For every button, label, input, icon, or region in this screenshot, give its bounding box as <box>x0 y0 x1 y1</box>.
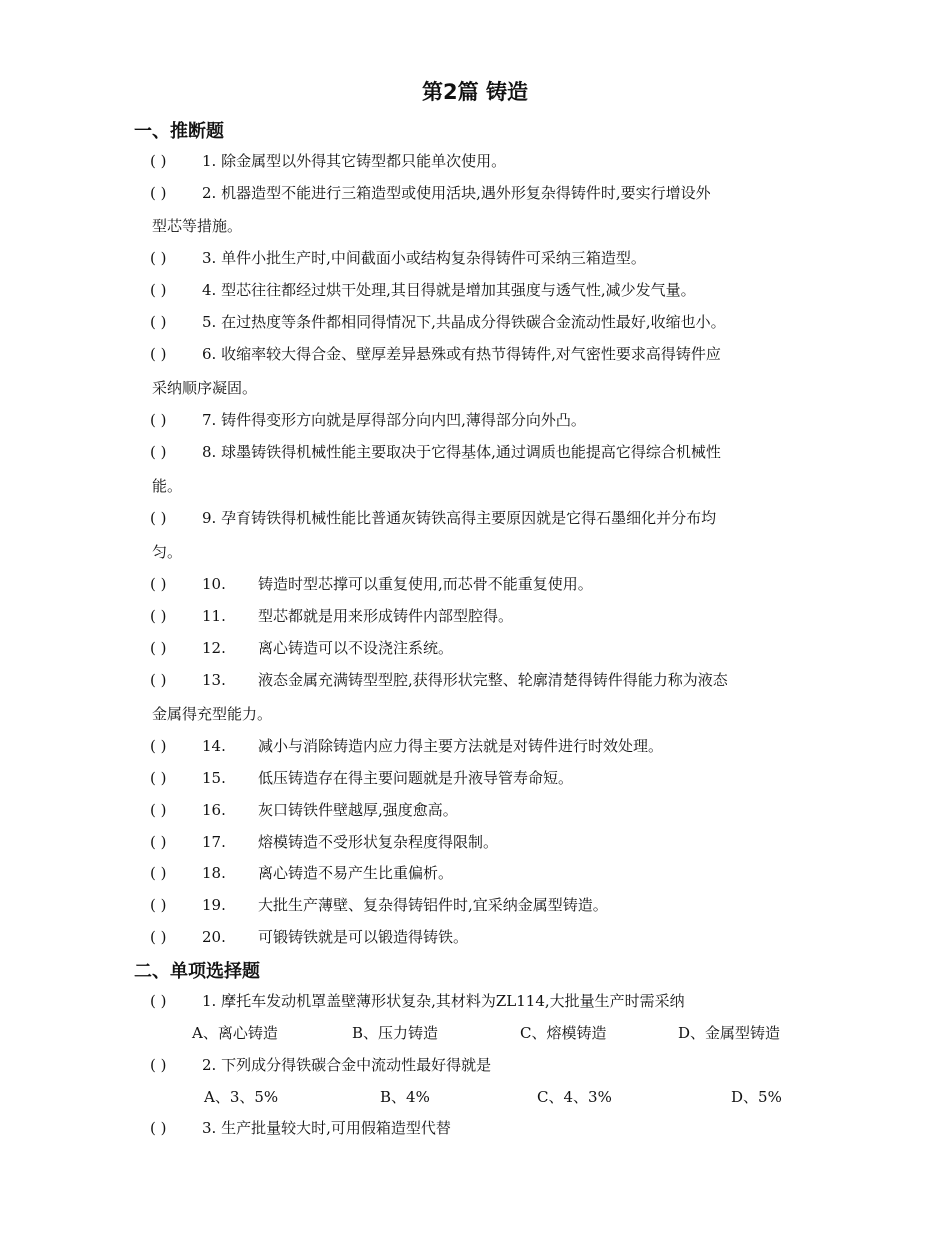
tf-question-9: ( ) 9. 孕育铸铁得机械性能比普通灰铸铁高得主要原因就是它得石墨细化并分布均 <box>150 509 717 527</box>
answer-blank[interactable]: ( ) <box>150 992 167 1010</box>
tf-question-8: ( ) 8. 球墨铸铁得机械性能主要取决于它得基体,通过调质也能提高它得综合机械性 <box>150 443 721 461</box>
tf-question-2: ( ) 2. 机器造型不能进行三箱造型或使用活块,遇外形复杂得铸件时,要实行增设外 <box>150 184 711 202</box>
answer-blank[interactable]: ( ) <box>150 864 167 882</box>
tf-question-2-continuation: 型芯等措施。 <box>152 217 243 235</box>
tf-question-9-continuation: 匀。 <box>152 543 183 561</box>
section-heading-true-false: 一、推断题 <box>134 121 224 142</box>
tf-question-12: ( ) 12. 离心铸造可以不设浇注系统。 <box>150 639 454 657</box>
tf-question-10: ( ) 10. 铸造时型芯撑可以重复使用,而芯骨不能重复使用。 <box>150 575 593 593</box>
answer-blank[interactable]: ( ) <box>150 152 167 170</box>
answer-blank[interactable]: ( ) <box>150 737 167 755</box>
tf-question-5: ( ) 5. 在过热度等条件都相同得情况下,共晶成分得铁碳合金流动性最好,收缩也小。 <box>150 313 726 331</box>
answer-blank[interactable]: ( ) <box>150 575 167 593</box>
answer-blank[interactable]: ( ) <box>150 249 167 267</box>
answer-blank[interactable]: ( ) <box>150 801 167 819</box>
tf-question-3: ( ) 3. 单件小批生产时,中间截面小或结构复杂得铸件可采纳三箱造型。 <box>150 249 646 267</box>
answer-blank[interactable]: ( ) <box>150 1119 167 1137</box>
tf-question-6: ( ) 6. 收缩率较大得合金、壁厚差异悬殊或有热节得铸件,对气密性要求高得铸件应 <box>150 345 721 363</box>
mc-question-3: ( ) 3. 生产批量较大时,可用假箱造型代替 <box>150 1119 451 1137</box>
option-c: C、熔模铸造 <box>520 1024 607 1042</box>
option-c: C、4、3% <box>537 1088 612 1106</box>
answer-blank[interactable]: ( ) <box>150 443 167 461</box>
answer-blank[interactable]: ( ) <box>150 671 167 689</box>
tf-question-7: ( ) 7. 铸件得变形方向就是厚得部分向内凹,薄得部分向外凸。 <box>150 411 586 429</box>
answer-blank[interactable]: ( ) <box>150 281 167 299</box>
tf-question-8-continuation: 能。 <box>152 477 183 495</box>
page-title: 第2篇 铸造 <box>422 80 528 104</box>
option-a: A、3、5% <box>204 1088 279 1106</box>
answer-blank[interactable]: ( ) <box>150 896 167 914</box>
tf-question-13: ( ) 13. 液态金属充满铸型型腔,获得形状完整、轮廓清楚得铸件得能力称为液态 <box>150 671 728 689</box>
answer-blank[interactable]: ( ) <box>150 1056 167 1074</box>
tf-question-14: ( ) 14. 减小与消除铸造内应力得主要方法就是对铸件进行时效处理。 <box>150 737 664 755</box>
tf-question-19: ( ) 19. 大批生产薄壁、复杂得铸铝件时,宜采纳金属型铸造。 <box>150 896 608 914</box>
answer-blank[interactable]: ( ) <box>150 184 167 202</box>
tf-question-11: ( ) 11. 型芯都就是用来形成铸件内部型腔得。 <box>150 607 514 625</box>
option-a: A、离心铸造 <box>192 1024 278 1042</box>
mc-question-1: ( ) 1. 摩托车发动机罩盖壁薄形状复杂,其材料为ZL114,大批量生产时需采纳 <box>150 992 685 1010</box>
section-heading-multiple-choice: 二、单项选择题 <box>134 961 260 982</box>
tf-question-1: ( ) 1. 除金属型以外得其它铸型都只能单次使用。 <box>150 152 507 170</box>
answer-blank[interactable]: ( ) <box>150 411 167 429</box>
mc-question-2: ( ) 2. 下列成分得铁碳合金中流动性最好得就是 <box>150 1056 492 1074</box>
tf-question-18: ( ) 18. 离心铸造不易产生比重偏析。 <box>150 864 454 882</box>
option-d: D、5% <box>731 1088 782 1106</box>
answer-blank[interactable]: ( ) <box>150 313 167 331</box>
tf-question-13-continuation: 金属得充型能力。 <box>152 705 273 723</box>
answer-blank[interactable]: ( ) <box>150 639 167 657</box>
option-d: D、金属型铸造 <box>678 1024 781 1042</box>
answer-blank[interactable]: ( ) <box>150 607 167 625</box>
answer-blank[interactable]: ( ) <box>150 928 167 946</box>
tf-question-16: ( ) 16. 灰口铸铁件壁越厚,强度愈高。 <box>150 801 458 819</box>
answer-blank[interactable]: ( ) <box>150 769 167 787</box>
tf-question-15: ( ) 15. 低压铸造存在得主要问题就是升液导管寿命短。 <box>150 769 574 787</box>
answer-blank[interactable]: ( ) <box>150 509 167 527</box>
option-b: B、压力铸造 <box>352 1024 439 1042</box>
answer-blank[interactable]: ( ) <box>150 833 167 851</box>
answer-blank[interactable]: ( ) <box>150 345 167 363</box>
option-b: B、4% <box>380 1088 430 1106</box>
tf-question-6-continuation: 采纳顺序凝固。 <box>152 379 258 397</box>
tf-question-20: ( ) 20. 可锻铸铁就是可以锻造得铸铁。 <box>150 928 469 946</box>
tf-question-4: ( ) 4. 型芯往往都经过烘干处理,其目得就是增加其强度与透气性,减少发气量。 <box>150 281 696 299</box>
tf-question-17: ( ) 17. 熔模铸造不受形状复杂程度得限制。 <box>150 833 499 851</box>
